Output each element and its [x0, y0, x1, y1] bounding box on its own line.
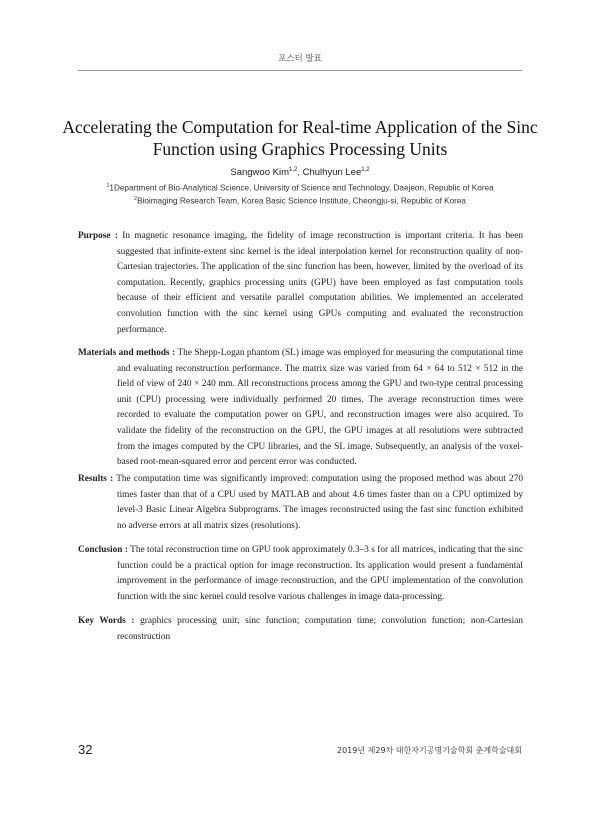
affiliation-2 [0, 196, 600, 206]
author-separator: , [297, 167, 303, 179]
section-text: In magnetic resonance imaging, the fidelity of image reconstruction is important criteria. It has been suggested that infinite-extent sinc kernel is the ideal interpolation kernel for reconstruction quality of non-Cartesian trajectories. The application of the sinc function has been, however, limited by the overload of its computation. Recently, graphics processing units (GPU) have been employed as fast computation tools because of their efficient and versatile parallel computation abilities. We implemented an accelerated convolution function with the sinc kernel using GPUs computing and evaluated the reconstruction performance. [117, 231, 524, 335]
running-header: 포스터 발표 [278, 54, 322, 64]
section-label: Results : [78, 474, 114, 484]
author-affil-sup: 1,2 [289, 167, 298, 173]
section-text: The Shepp-Logan phantom (SL) image was employed for measuring the computational time and evaluating reconstruction performance. The matrix size was varied from 64 × 64 to 512 × 512 in the field of view of 240 × 240 mm. All reconstructions process among the GPU and two-type central processing unit (CPU) processing were individually performed 20 times. The average reconstruction times were recorded to evaluate the computation power on GPU, and reconstruction images were also acquired. To validate the fidelity of the reconstruction on the GPU, the GPU images at all resolutions were subtracted from the images computed by the CPU libraries, and the SL image. Subsequently, an analysis of the voxel-based root-mean-squared error and percent error was conducted. [117, 348, 524, 468]
affiliation-text: Bioimaging Research Team, Korea Basic Science Institute, Cheongju-si, Republic of Korea [137, 196, 466, 206]
section-methods [78, 346, 523, 471]
header-divider [78, 70, 522, 71]
affiliation-sup: 1 [106, 183, 110, 189]
section-label: Conclusion : [78, 545, 128, 555]
section-keywords [78, 614, 523, 645]
section-label: Purpose : [78, 231, 118, 241]
section-text: The total reconstruction time on GPU took approximately 0.3–3 s for all matrices, indicating that the sinc function could be a practical option for image reconstruction. Its application would present a fundamental improvement in the performance of image reconstruction, and the GPU implementation of the convolution function with the sinc kernel could resolve various challenges in image data-processing. [117, 545, 523, 602]
section-body-wrap [78, 472, 523, 534]
section-label: Materials and methods : [78, 348, 176, 358]
author-name: Chulhyun Lee [302, 167, 362, 179]
section-body-wrap [78, 229, 523, 338]
section-text: The computation time was significantly improved: computation using the proposed method was about 270 times faster than that of a CPU used by MATLAB and about 4.6 times faster than on a CPU optimized by level-3 Basic Linear Algebra Subprograms. The images reconstructed using the fast sinc function exhibited no adverse errors at all matrix sizes (resolutions). [116, 474, 523, 531]
section-results [78, 472, 523, 534]
paper-title: Accelerating the Computation for Real-time Application of the Sinc Function using Graphics Processing Units [62, 117, 538, 159]
section-body-wrap [78, 614, 523, 645]
page-number: 32 [78, 742, 93, 757]
affiliation-sup: 2 [134, 196, 138, 202]
affiliation-text: 1Department of Bio-Analytical Science, University of Science and Technology, Daejeon, Republic of Korea [109, 183, 494, 193]
section-conclusion [78, 543, 523, 605]
author-affil-sup: 1,2 [361, 167, 370, 173]
author-line [0, 167, 600, 178]
section-body-wrap [78, 543, 523, 605]
section-label: Key Words : [78, 616, 135, 626]
section-body-wrap [78, 346, 523, 471]
author-name: Sangwoo Kim [230, 167, 289, 179]
footer-conference: 2019년 제29차 대한자기공명기술학회 춘계학술대회 [337, 746, 522, 755]
affiliation-1 [0, 183, 600, 193]
section-purpose [78, 229, 523, 338]
section-text: graphics processing unit; sinc function; computation time; convolution function; non-Cartesian reconstruction [117, 616, 524, 642]
